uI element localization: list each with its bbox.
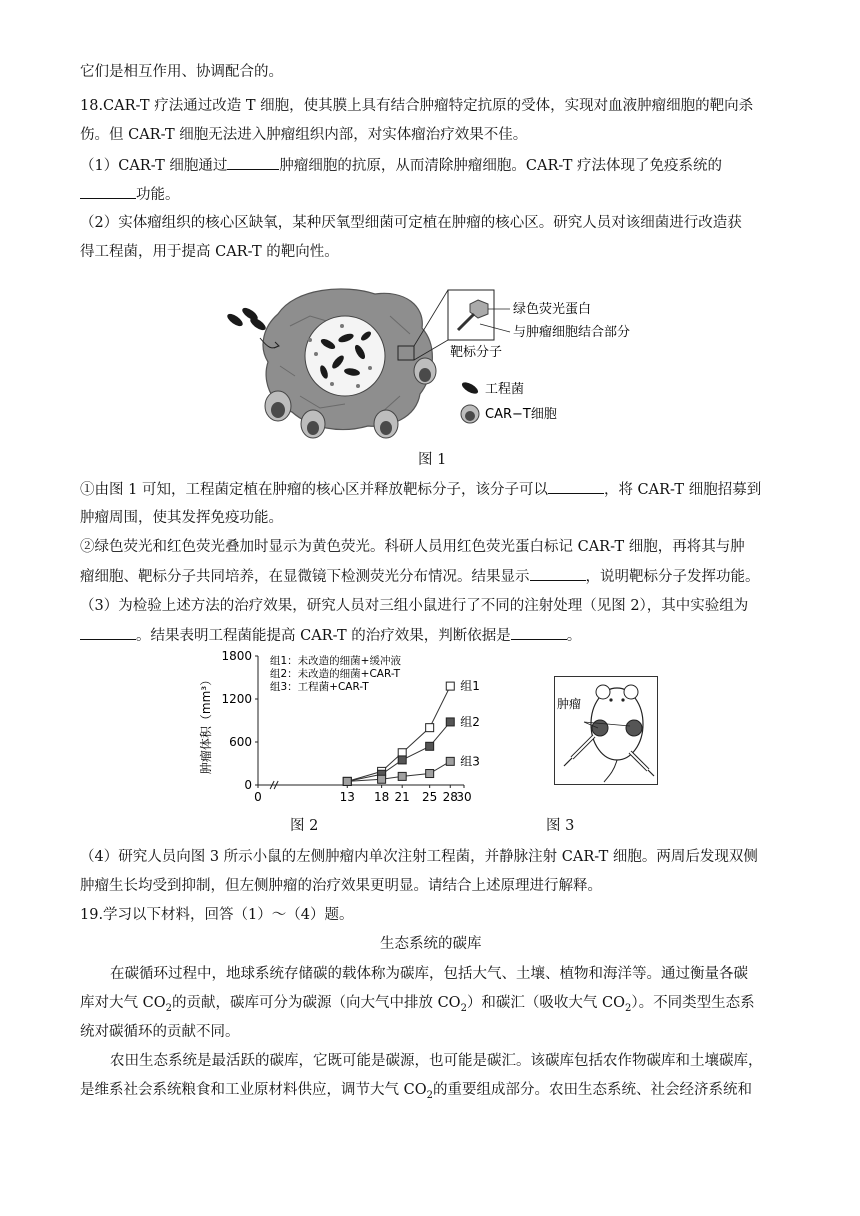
text-segment: ①由图 1 可知，工程菌定植在肿瘤的核心区并释放靶标分子，该分子可以 [80,482,548,498]
chart-series [343,679,480,785]
question-18-part-1 [80,155,722,176]
text-segment: 是维系社会系统粮食和工业原材料供应，调节大气 CO [80,1082,427,1098]
question-18-stem: 18.CAR-T 疗法通过改造 T 细胞，使其膜上具有结合肿瘤特定抗原的受体，实现对血液肿瘤细胞的靶向杀 [80,98,754,114]
label-binding-part: 与肿瘤细胞结合部分 [513,325,631,340]
x-tick-label: 21 [394,790,410,804]
y-tick-label: 600 [229,735,252,749]
paragraph-1: 在碳循环过程中，地球系统存储碳的载体称为碳库，包括大气、土壤、植物和海洋等。通过衡量各碳 [110,966,748,982]
article-title: 生态系统的碳库 [380,936,482,952]
subscript: 2 [625,1002,632,1014]
figure-3-mouse [554,676,658,786]
figure-3-caption: 图 3 [546,818,575,834]
data-point [446,682,454,690]
x-tick-label: 18 [373,790,390,804]
series-line [347,686,450,781]
data-point [446,757,454,765]
data-point [446,718,454,726]
text-line: 伤。但 CAR-T 细胞无法进入肿瘤组织内部，对实体瘤治疗效果不佳。 [80,127,528,143]
x-tick-label: 28 [442,790,458,804]
text-segment: ，将 CAR-T 细胞招募到 [603,482,762,498]
mouse-eye [609,698,612,701]
data-point [426,724,434,732]
text-line: 肿瘤生长均受到抑制，但左侧肿瘤的治疗效果更明显。请结合上述原理进行解释。 [80,878,602,894]
y-axis-label: 肿瘤体积（mm³） [199,673,213,775]
mouse-eye [621,698,624,701]
text-line: 它们是相互作用、协调配合的。 [80,64,283,80]
text-segment: 库对大气 CO [80,995,166,1011]
figure-2-chart [196,648,486,814]
text-segment: 的重要组成部分。农田生态系统、社会经济系统和 [432,1082,752,1098]
text-line: 得工程菌，用于提高 CAR-T 的靶向性。 [80,244,339,260]
text-segment: ，说明靶标分子发挥功能。 [585,569,760,585]
answer-blank [530,566,586,581]
text-segment: 的贡献，碳库可分为碳源（向大气中排放 CO [171,995,461,1011]
question-18-part-4: （4）研究人员向图 3 所示小鼠的左侧肿瘤内单次注射工程菌，并静脉注射 CAR-T 细胞。两周后发现双侧 [80,849,758,865]
legend-entry: 组2：未改造的细菌+CAR-T [270,668,401,680]
text-line: 统对碳循环的贡献不同。 [80,1024,240,1040]
text-line [80,993,755,1019]
answer-blank [80,184,136,199]
figure-1 [220,276,660,444]
text-segment: （1）CAR-T 细胞通过 [80,158,228,174]
x-tick-label: 30 [456,790,472,804]
free-bacteria [225,306,267,333]
tumor-right [626,720,642,736]
figure-2-caption: 图 2 [290,818,319,834]
paragraph-2: 农田生态系统是最活跃的碳库，它既可能是碳源，也可能是碳汇。该碳库包括农作物碳库和土壤碳库， [110,1053,763,1069]
subscript: 2 [426,1089,433,1101]
series-label: 组2 [460,714,480,729]
data-point [398,756,406,764]
legend-entry: 组3：工程菌+CAR-T [270,681,369,693]
question-18-part-2: （2）实体瘤组织的核心区缺氧，某种厌氧型细菌可定植在肿瘤的核心区。研究人员对该细菌进行改造获 [80,215,742,231]
text-line [80,625,581,646]
series-label: 组1 [460,679,480,694]
legend-bacteria-icon [460,380,480,396]
legend-car-t-label: CAR−T细胞 [485,407,557,422]
legend-entry: 组1：未改造的细菌+缓冲液 [270,655,401,667]
label-gfp: 绿色荧光蛋白 [513,302,592,317]
question-18-part-2-2: ②绿色荧光和红色荧光叠加时显示为黄色荧光。科研人员用红色荧光蛋白标记 CAR-T 细胞，再将其与肿 [80,539,745,555]
answer-blank [80,625,136,640]
data-point [343,777,351,785]
y-tick-label: 1800 [221,649,252,663]
mouse-ear-left [596,685,610,699]
mouse-ear-right [624,685,638,699]
x-tick-label: 0 [254,790,262,804]
text-segment: 瘤细胞、靶标分子共同培养，在显微镜下检测荧光分布情况。结果显示 [80,569,530,585]
legend-bacteria-label: 工程菌 [485,382,525,397]
text-line [80,184,180,205]
data-point [426,770,434,778]
text-line [80,1080,752,1106]
answer-blank [227,155,279,170]
text-segment: 。结果表明工程菌能提高 CAR-T 的治疗效果，判断依据是 [136,628,511,644]
y-tick-label: 1200 [221,692,252,706]
data-point [398,772,406,780]
question-18-part-3: （3）为检验上述方法的治疗效果，研究人员对三组小鼠进行了不同的注射处理（见图 2），其中实验组为 [80,598,749,614]
data-point [426,742,434,750]
legend-car-t-nucleus [465,411,475,421]
x-tick-label: 25 [422,790,438,804]
label-target-molecule: 靶标分子 [450,345,503,360]
figure-1-caption: 图 1 [418,452,447,468]
text-segment: 。 [566,628,582,644]
data-point [378,775,386,783]
tumor-core-region [305,316,385,396]
text-line [80,566,760,587]
y-tick-label: 0 [244,778,252,792]
answer-blank [511,625,567,640]
answer-blank [548,479,604,494]
tumor-left [592,720,608,736]
text-segment: 功能。 [136,187,180,203]
subscript: 2 [460,1002,467,1014]
tumor-label: 肿瘤 [557,697,582,711]
text-line: 肿瘤周围，使其发挥免疫功能。 [80,510,283,526]
text-segment: ）。不同类型生态系 [631,995,755,1011]
question-18-part-2-1 [80,479,761,500]
series-label: 组3 [460,754,480,769]
text-segment: 肿瘤细胞的抗原，从而清除肿瘤细胞。CAR-T 疗法体现了免疫系统的 [279,158,723,174]
subscript: 2 [165,1002,172,1014]
x-tick-label: 13 [339,790,355,804]
chart-legend [270,654,401,693]
text-segment: ）和碳汇（吸收大气 CO [466,995,626,1011]
question-19-stem: 19.学习以下材料，回答（1）～（4）题。 [80,907,354,923]
